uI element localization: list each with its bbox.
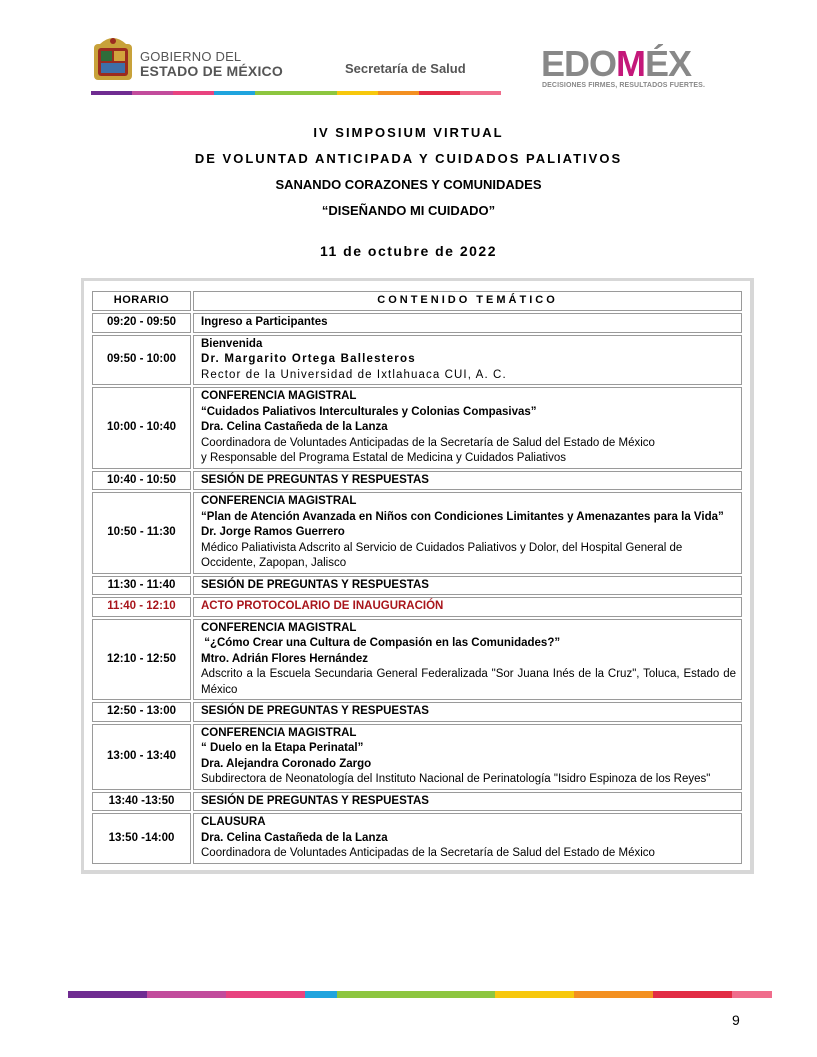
row-line: CONFERENCIA MAGISTRAL [201,390,357,402]
header-horario: HORARIO [92,291,191,311]
row-line: SESIÓN DE PREGUNTAS Y RESPUESTAS [201,705,429,717]
row-content [193,702,742,722]
row-line: SESIÓN DE PREGUNTAS Y RESPUESTAS [201,794,429,807]
speaker-name: Dra. Alejandra Coronado Zargo [201,757,372,770]
speaker-role: Coordinadora de Voluntades Anticipadas de la Secretaría de Salud del Estado de México [201,436,655,449]
speaker-name: Dr. Margarito Ortega Ballesteros [201,353,416,365]
speaker-role: Adscrito a la Escuela Secundaria General Federalizada "Sor Juana Inés de la Cruz", Toluca, Estado de México [201,668,736,696]
gob-line-2: ESTADO DE MÉXICO [140,63,283,79]
row-content [193,471,742,491]
row-content [193,492,742,574]
row-line: CONFERENCIA MAGISTRAL [201,621,357,634]
title-line-4: “DISEÑANDO MI CUIDADO” [321,203,496,218]
row-time: 09:50 - 10:00 [92,335,191,386]
secretaria-label: Secretaría de Salud [345,61,466,76]
row-line: Ingreso a Participantes [201,316,328,328]
table-row [92,597,742,617]
page-number: 9 [732,1012,740,1028]
table-row [92,576,742,596]
table-row [92,492,742,574]
row-time: 10:00 - 10:40 [92,387,191,469]
row-time: 10:40 - 10:50 [92,471,191,491]
brand-part-b: M [616,43,646,84]
speaker-name: Dra. Celina Castañeda de la Lanza [201,831,388,844]
table-row [92,313,742,333]
row-line: CONFERENCIA MAGISTRAL [201,495,357,507]
row-time: 11:40 - 12:10 [92,597,191,617]
row-content [193,335,742,386]
row-content [193,792,742,812]
gob-line-1: GOBIERNO DEL [140,49,242,64]
row-time: 12:50 - 13:00 [92,702,191,722]
header-color-strip [91,91,501,95]
row-content [193,313,742,333]
speaker-role: Subdirectora de Neonatología del Instituto Nacional de Perinatología "Isidro Espinoza de los Reyes" [201,773,711,785]
row-content [193,387,742,469]
document-titles [0,120,817,224]
speaker-role: Coordinadora de Voluntades Anticipadas de la Secretaría de Salud del Estado de México [201,847,655,859]
header-contenido: CONTENIDO TEMÁTICO [193,291,742,311]
table-row [92,335,742,386]
speaker-role: Rector de la Universidad de Ixtlahuaca CUI, A. C. [201,368,507,381]
row-time: 11:30 - 11:40 [92,576,191,596]
title-line-1: IV SIMPOSIUM VIRTUAL [313,125,504,140]
row-content [193,576,742,596]
page-header [0,0,817,100]
row-content [193,813,742,864]
row-line: CONFERENCIA MAGISTRAL [201,726,357,739]
state-coat-of-arms-icon [92,36,134,82]
row-time: 13:00 - 13:40 [92,724,191,790]
talk-title: “¿Cómo Crear una Cultura de Compasión en las Comunidades?” [201,637,561,649]
table-row [92,387,742,469]
row-content [193,619,742,701]
talk-title: “Plan de Atención Avanzada en Niños con Condiciones Limitantes y Amenazantes para la Vida” [201,510,724,523]
talk-title: “Cuidados Paliativos Interculturales y Colonias Compasivas” [201,405,537,418]
row-time: 13:50 -14:00 [92,813,191,864]
speaker-name: Dr. Jorge Ramos Guerrero [201,526,345,538]
speaker-role: Médico Paliativista Adscrito al Servicio de Cuidados Paliativos y Dolor, del Hospital General de Occidente, Zapopan, Jalisco [201,541,683,569]
row-time: 12:10 - 12:50 [92,619,191,701]
speaker-name: Mtro. Adrián Flores Hernández [201,652,368,665]
table-row [92,813,742,864]
row-line: Bienvenida [201,337,263,350]
program-table [90,289,744,866]
table-row [92,619,742,701]
table-row [92,471,742,491]
row-line: CLAUSURA [201,816,266,828]
table-row [92,702,742,722]
title-line-2: DE VOLUNTAD ANTICIPADA Y CUIDADOS PALIATIVOS [194,151,623,166]
title-line-3: SANANDO CORAZONES Y COMUNIDADES [275,177,542,192]
edomex-logo [541,44,691,84]
speaker-role-2: y Responsable del Programa Estatal de Medicina y Cuidados Paliativos [201,452,567,464]
row-time: 09:20 - 09:50 [92,313,191,333]
row-time: 10:50 - 11:30 [92,492,191,574]
talk-title: “ Duelo en la Etapa Perinatal” [201,742,364,754]
row-content [193,724,742,790]
row-time: 13:40 -13:50 [92,792,191,812]
table-row [92,724,742,790]
row-line: SESIÓN DE PREGUNTAS Y RESPUESTAS [201,473,429,486]
row-line: SESIÓN DE PREGUNTAS Y RESPUESTAS [201,578,429,591]
event-date: 11 de octubre de 2022 [319,243,498,259]
speaker-name: Dra. Celina Castañeda de la Lanza [201,421,388,433]
program-table-frame [81,278,754,874]
table-header-row [92,291,742,311]
edomex-tagline: DECISIONES FIRMES, RESULTADOS FUERTES. [542,82,705,89]
row-line: ACTO PROTOCOLARIO DE INAUGURACIÓN [201,600,444,612]
government-logo-text [140,50,283,78]
row-content [193,597,742,617]
footer-color-strip [68,991,772,998]
brand-part-a: EDO [541,43,617,84]
table-row [92,792,742,812]
brand-part-c: ÉX [645,43,692,84]
